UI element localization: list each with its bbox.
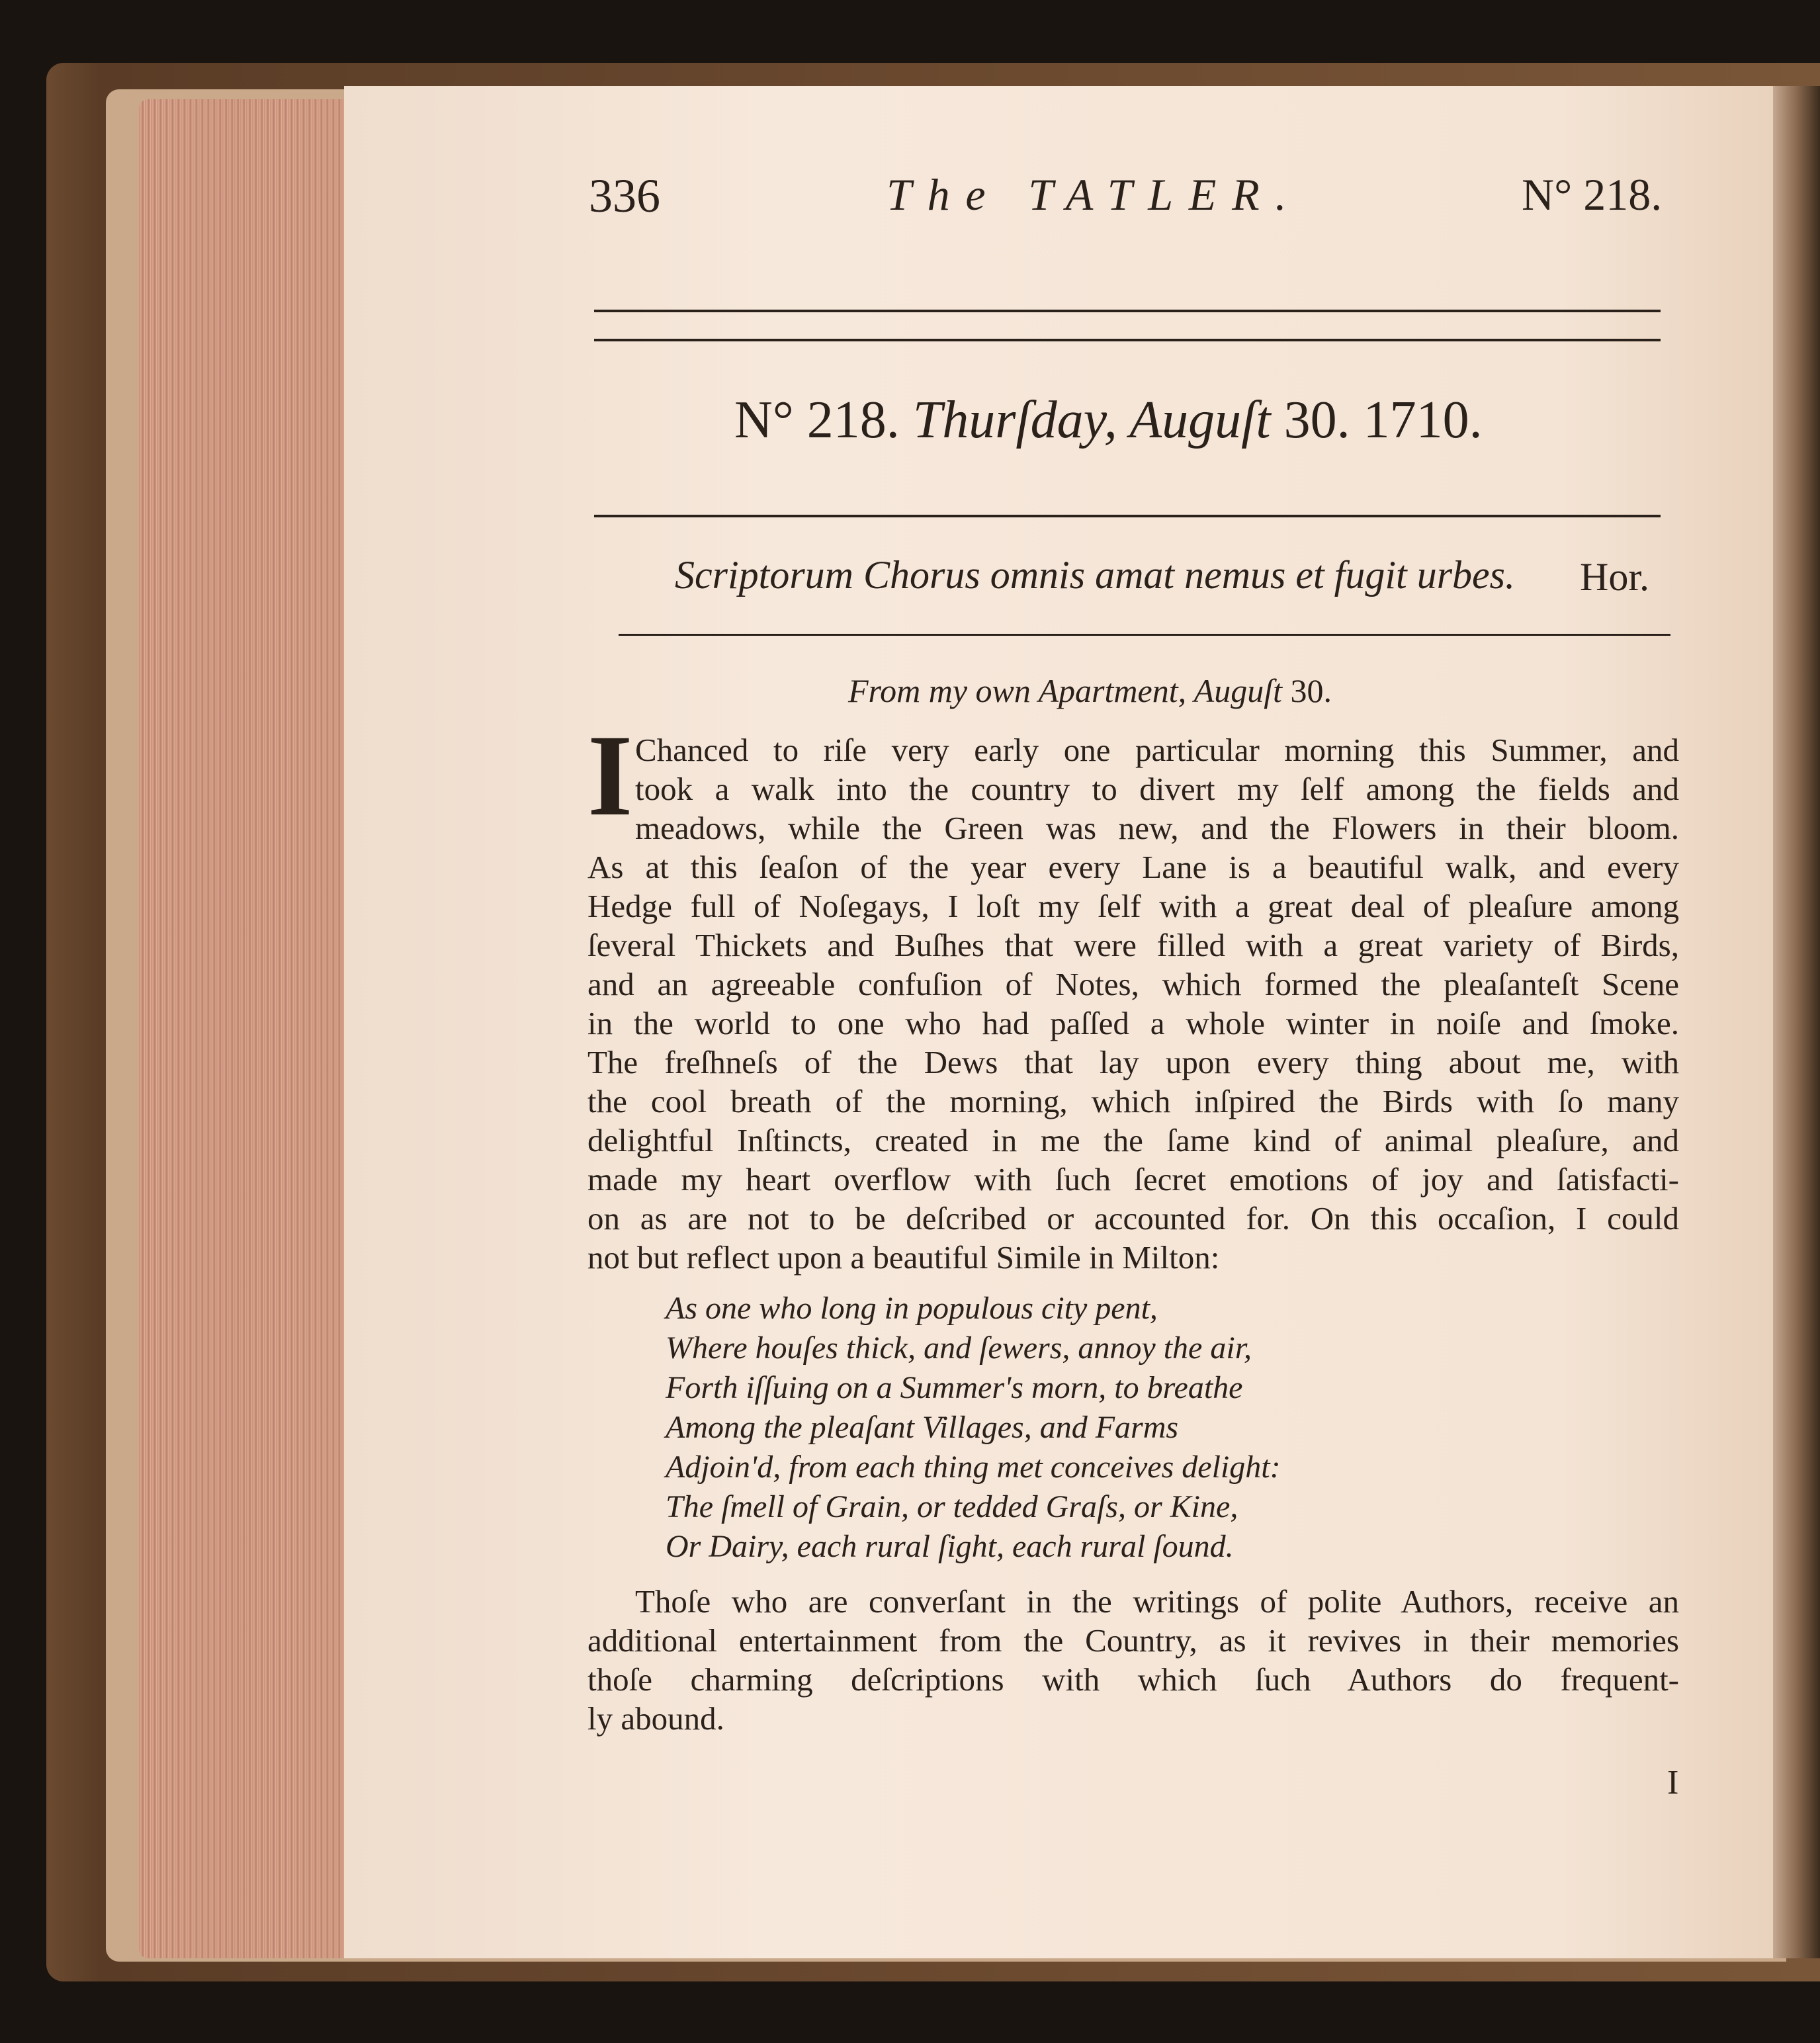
body-line: The freſhneſs of the Dews that lay upon every thing about me, with [587,1044,1679,1080]
verse-line: Where houſes thick, and ſewers, annoy the air, [666,1330,1252,1366]
book-gutter [1773,86,1820,1958]
location-text: From my own Apartment, Auguſt [848,672,1283,709]
page-number: 336 [589,169,660,222]
verse-line: Adjoin'd, from each thing met conceives delight: [666,1450,1281,1485]
body-line: on as are not to be deſcribed or accounted for. On this occaſion, I could [587,1200,1679,1237]
dateline [734,390,1483,451]
closing-line: Thoſe who are converſant in the writings of polite Authors, receive an [635,1583,1679,1620]
body-line: ſeveral Thickets and Buſhes that were filled with a great variety of Birds, [587,927,1679,963]
dateline-day: Thurſday, Auguſt [912,391,1271,449]
location-line [848,672,1332,710]
issue-number: N° 218. [1522,169,1663,220]
verse-line: Forth iſſuing on a Summer's morn, to breathe [666,1370,1243,1405]
epigraph: Scriptorum Chorus omnis amat nemus et fugit urbes. [675,553,1516,597]
closing-line: thoſe charming deſcriptions with which ſuch Authors do frequent- [587,1661,1679,1698]
body-line: made my heart overflow with ſuch ſecret emotions of joy and ſatisfacti- [587,1161,1679,1197]
body-line: not but reflect upon a beautiful Simile in Milton: [587,1239,1220,1276]
header-rule-top [594,310,1661,312]
dateline-rule [594,515,1661,517]
verse-line: Among the pleaſant Villages, and Farms [666,1410,1179,1445]
verse-line: As one who long in populous city pent, [666,1291,1158,1326]
closing-line: ly abound. [587,1700,724,1737]
body-line: Hedge full of Noſegays, I loſt my ſelf with a great deal of pleaſure among [587,888,1679,924]
verse-line: The ſmell of Grain, or tedded Graſs, or Kine, [666,1489,1238,1524]
closing-line: additional entertainment from the Country, as it revives in their memories [587,1622,1679,1659]
catchword: I [1667,1764,1679,1802]
body-line: and an agreeable confuſion of Notes, which formed the pleaſanteſt Scene [587,966,1679,1002]
body-line: delightful Inſtincts, created in me the ſame kind of animal pleaſure, and [587,1122,1679,1158]
running-title: The TATLER. [887,169,1303,220]
verse-line: Or Dairy, each rural ſight, each rural ſound. [666,1529,1234,1564]
drop-cap: I [587,711,633,840]
epigraph-author: Hor. [1580,555,1649,599]
page-edges [139,99,357,1958]
location-date: 30. [1290,672,1332,709]
body-line: meadows, while the Green was new, and the Flowers in their bloom. [635,810,1679,846]
body-line: As at this ſeaſon of the year every Lane is a beautiful walk, and every [587,849,1679,885]
dateline-date: 30. 1710. [1283,391,1483,449]
body-line: in the world to one who had paſſed a whole winter in noiſe and ſmoke. [587,1005,1679,1041]
body-line: the cool breath of the morning, which inſpired the Birds with ſo many [587,1083,1679,1119]
body-line: Chanced to riſe very early one particular morning this Summer, and [635,732,1679,768]
body-line: took a walk into the country to divert my ſelf among the fields and [635,771,1679,807]
header-rule-bottom [594,339,1661,341]
epigraph-rule [619,634,1670,636]
dateline-number: N° 218. [734,391,900,449]
